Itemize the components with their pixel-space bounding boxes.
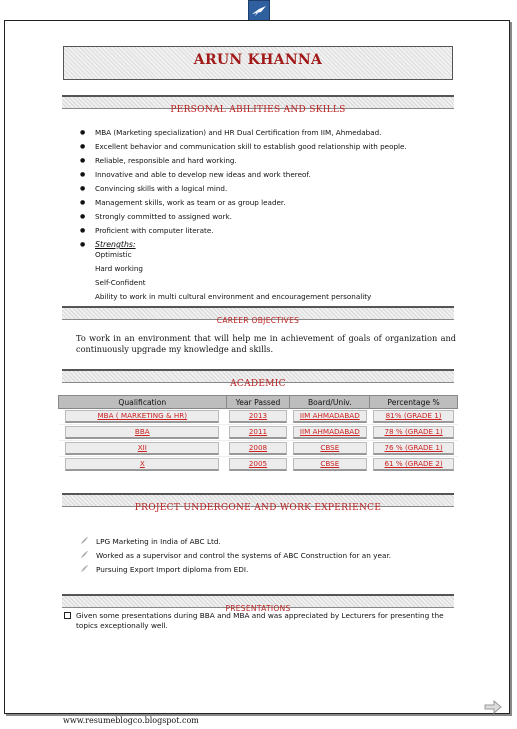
list-item: Pursuing Export Import diploma from EDI.: [80, 563, 391, 577]
list-item: ● Strongly committed to assigned work.: [80, 210, 460, 224]
section-objectives-header: CAREER OBJECTIVES: [62, 306, 454, 320]
column-header: Qualification: [59, 396, 227, 409]
feather-bullet-icon: [80, 536, 89, 545]
list-item: Worked as a supervisor and control the systems of ABC Construction for an year.: [80, 549, 391, 563]
candidate-name: ARUN KHANNA: [193, 52, 323, 68]
section-projects-header: PROJECT UNDERGONE AND WORK EXPERIENCE: [62, 493, 454, 507]
section-presentations-header: PRESENTATIONS: [62, 594, 454, 608]
section-academic-header: ACADEMIC: [62, 369, 454, 383]
skills-list: [80, 126, 460, 252]
table-cell: 76 % (GRADE 1): [373, 442, 454, 455]
arrow-right-icon: [484, 700, 502, 714]
list-item: Ability to work in multi cultural environment and encouragement personality: [95, 292, 372, 301]
projects-list: [80, 535, 391, 577]
table-row: [59, 441, 458, 457]
footer-url[interactable]: www.resumeblogco.blogspot.com: [63, 716, 199, 725]
table-cell: 61 % (GRADE 2): [373, 458, 454, 471]
table-cell: 2005: [229, 458, 288, 471]
list-item: ● Reliable, responsible and hard working.: [80, 154, 460, 168]
academic-table: [58, 395, 458, 473]
feather-bullet-icon: [80, 564, 89, 573]
table-cell: CBSE: [293, 458, 366, 471]
list-item: Optimistic: [95, 250, 132, 259]
table-cell: IIM AHMADABAD: [293, 426, 366, 439]
table-cell: 2011: [229, 426, 288, 439]
table-cell: BBA: [65, 426, 219, 439]
checkbox-bullet-icon: [64, 612, 71, 619]
column-header: Percentage %: [370, 396, 458, 409]
name-banner: [63, 46, 453, 80]
table-cell: IIM AHMADABAD: [293, 410, 366, 423]
list-item: ● MBA (Marketing specialization) and HR Dual Certification from IIM, Ahmedabad.: [80, 126, 460, 140]
list-item: ● Management skills, work as team or as group leader.: [80, 196, 460, 210]
table-row: [59, 409, 458, 425]
list-item: ● Excellent behavior and communication skill to establish good relationship with people.: [80, 140, 460, 154]
table-cell: 2008: [229, 442, 288, 455]
table-cell: 81% (GRADE 1): [373, 410, 454, 423]
list-item: ● Innovative and able to develop new ideas and work thereof.: [80, 168, 460, 182]
list-item: LPG Marketing in India of ABC Ltd.: [80, 535, 391, 549]
table-row: [59, 457, 458, 473]
column-header: Year Passed: [226, 396, 290, 409]
list-item: ● Proficient with computer literate.: [80, 224, 460, 238]
table-header-row: [59, 396, 458, 409]
logo-badge-icon: [248, 0, 270, 22]
table-cell: CBSE: [293, 442, 366, 455]
list-item: ● Convincing skills with a logical mind.: [80, 182, 460, 196]
table-cell: X: [65, 458, 219, 471]
feather-bullet-icon: [80, 550, 89, 559]
table-cell: XII: [65, 442, 219, 455]
career-objective-text: To work in an environment that will help me in achievement of goals of organization and continuously upgrade my knowledge and skills.: [76, 333, 456, 354]
table-cell: MBA ( MARKETING & HR): [65, 410, 219, 423]
list-item: Given some presentations during BBA and MBA and was appreciated by Lecturers for presenting the topics exceptionally well.: [64, 611, 454, 631]
strengths-heading: Strengths:: [95, 240, 136, 249]
section-skills-header: PERSONAL ABILITIES AND SKILLS: [62, 95, 454, 109]
strengths-list: [95, 248, 371, 304]
table-row: [59, 425, 458, 441]
list-item: Self-Confident: [95, 278, 146, 287]
table-cell: 78 % (GRADE 1): [373, 426, 454, 439]
column-header: Board/Univ.: [290, 396, 370, 409]
presentations-list: [64, 611, 454, 631]
list-item: Hard working: [95, 264, 143, 273]
table-cell: 2013: [229, 410, 288, 423]
